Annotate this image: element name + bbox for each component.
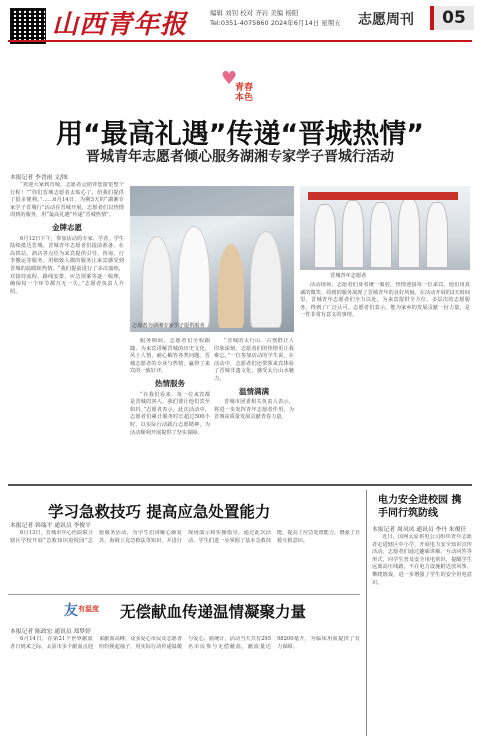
subsection-heading: 温情满满 (239, 386, 269, 396)
lead-column-3 (214, 338, 294, 478)
article-4-byline: 本报记者 陈政宏 通讯员 郑梦婷 (10, 629, 91, 635)
issue-meta (210, 8, 341, 28)
article-4-badge (64, 600, 110, 622)
badge-text: 有温度 (78, 604, 99, 613)
section-divider (8, 484, 472, 486)
article-4-headline: 无偿献血传递温情凝聚力量 (120, 603, 307, 621)
subsection-heading: 热情服务 (155, 378, 185, 388)
lead-column-1 (10, 182, 124, 472)
lead-paragraph: 服务期间，志愿者们全程跟随，为来宾讲解晋城的历史文化、风土人情，耐心解答各类问题。晋城志愿者的专业与热情，赢得了来宾的一致好评。 (130, 338, 210, 375)
meta-line-editors: 编辑 刘钊 校对 齐岩 美编 杨阳 (210, 9, 299, 17)
lead-headline: 用“最高礼遇”传递“晋城热情” (56, 119, 424, 150)
lead-paragraph: “欢迎大家到晋城，志愿者会陪伴您游览整个行程！”“你们晋城志愿者太贴心了，给我们提供了很多便利。”……6月14日，为期3天的“湖湘专家学子晋城行”活动在晋城开展，志愿者们以热情周到的服务，用“最高礼遇”传递“晋城热情”。 (10, 182, 124, 219)
header-rule (8, 40, 472, 42)
lead-byline: 本报记者 李晋雨 文/图 (10, 175, 68, 181)
lead-paragraph: “晋城的太行山、古堡群让人印象深刻，志愿者们的热情更让我难忘。”一位参加活动的学生说。在活动中，志愿者们还带领来宾体验了晋城非遗文化，感受太行山水魅力。 (214, 338, 294, 382)
article-2-paragraph: 6月13日，晋城市中心医院联合辖区学校开展“急救知识进校园”志愿服务活动，为学生们讲解心肺复苏、海姆立克急救法等知识，并进行现场演示和实操指导。通过此次活动，学生们进一步掌握了基本急救技能，提高了应急处置能力，增强了自救互救意识。 (10, 530, 360, 544)
column-badge (215, 68, 263, 102)
badge-line-1: 青春 (235, 83, 254, 93)
lead-paragraph: 晋城市团委相关负责人表示，将进一步发挥青年志愿者作用，为晋城高质量发展贡献青春力量。 (214, 399, 294, 421)
page-number: 05 (430, 6, 474, 30)
lead-column-2 (130, 338, 210, 478)
article-4-paragraph: 6月14日，在第21个世界献血者日到来之际，太原市多个献血点迎来献血高峰，众多爱心市民及志愿者纷纷挽起袖子，用实际行动传递温暖与爱心。据统计，活动当天共有295名市民参与无偿献血，献血量达98200毫升，为临床用血提供了有力保障。 (10, 636, 360, 650)
badge-char: 友 (64, 603, 78, 619)
section-divider (8, 594, 360, 595)
lead-paragraph: 6月12日下午，参加活动的专家、学者、学生陆续抵达晋城。晋城青年志愿者们提前准备，在高铁站、酒店等点位为来宾提供引导、咨询、行李搬运等服务，用细致入微的服务让来宾感受到晋城的温暖和热情。“我们提前进行了多次演练，对接待流程、路线安排、应急预案等逐一梳理，确保每一个环节都万无一失。”志愿者负责人介绍。 (10, 235, 124, 295)
article-4-body (10, 636, 360, 736)
volunteers-photo (300, 186, 470, 270)
article-3-paragraph: 近日，国网太原供电公司组织青年志愿者走进辖区中小学，开展电力安全知识宣传活动。志愿者们通过趣味讲解、互动问答等形式，向学生普及安全用电常识，提醒学生远离高压线路，不在电力设施附近放风筝、攀爬嬉戏，进一步增强了学生的安全用电意识。 (372, 534, 472, 586)
article-3-body (372, 534, 472, 734)
article-2-byline: 本报记者 韩瑞平 通讯员 李俊平 (10, 523, 91, 529)
lead-subheadline: 晋城青年志愿者倾心服务湖湘专家学子晋城行活动 (86, 149, 394, 165)
newspaper-masthead: 山西青年报 (52, 10, 188, 40)
lead-paragraph: “在我们看来，每一位来宾都是晋城的客人，我们要让他们宾至如归。”志愿者表示，此次活动中，志愿者们累计服务时长超过500小时，以实际行动践行志愿精神，为活动顺利开展提供了坚实保障。 (130, 391, 210, 436)
section-title: 志愿周刊 (358, 12, 414, 28)
subsection-heading: 金牌志愿 (52, 222, 82, 232)
lead-column-4 (300, 282, 470, 478)
badge-line-2: 本色 (235, 93, 254, 103)
column-divider (366, 490, 367, 736)
qr-code (10, 8, 46, 44)
article-2-headline: 学习急救技巧 提高应急处置能力 (48, 503, 271, 521)
volunteers-photo-caption: 晋城青年志愿者 (330, 273, 367, 279)
article-3-headline: 电力安全进校园 携手同行筑防线 (378, 495, 462, 519)
meta-line-date: Tel:0351-4075860 2024年6月14日 星期五 (210, 19, 341, 27)
main-photo (130, 186, 294, 332)
article-3-byline: 本报记者 周凤凤 通讯员 李丹 朱俊任 (372, 527, 467, 533)
article-2-body (10, 530, 360, 590)
heart-icon: ♥ (221, 68, 238, 89)
main-photo-caption: 志愿者为湖湘专家学子提供服务 (132, 323, 205, 329)
lead-paragraph: 活动现场，志愿者们身着统一服装，热情迎接每一位来宾。他们用真诚的微笑、周到的服务展现了晋城青年的良好风貌。在活动开展的3天时间里，晋城青年志愿者们全力以赴，为来宾提供全方位、多层次的志愿服务，得到了广泛认可。志愿者们表示，能为家乡的发展贡献一份力量，是一件非常有意义的事情。 (300, 282, 470, 319)
